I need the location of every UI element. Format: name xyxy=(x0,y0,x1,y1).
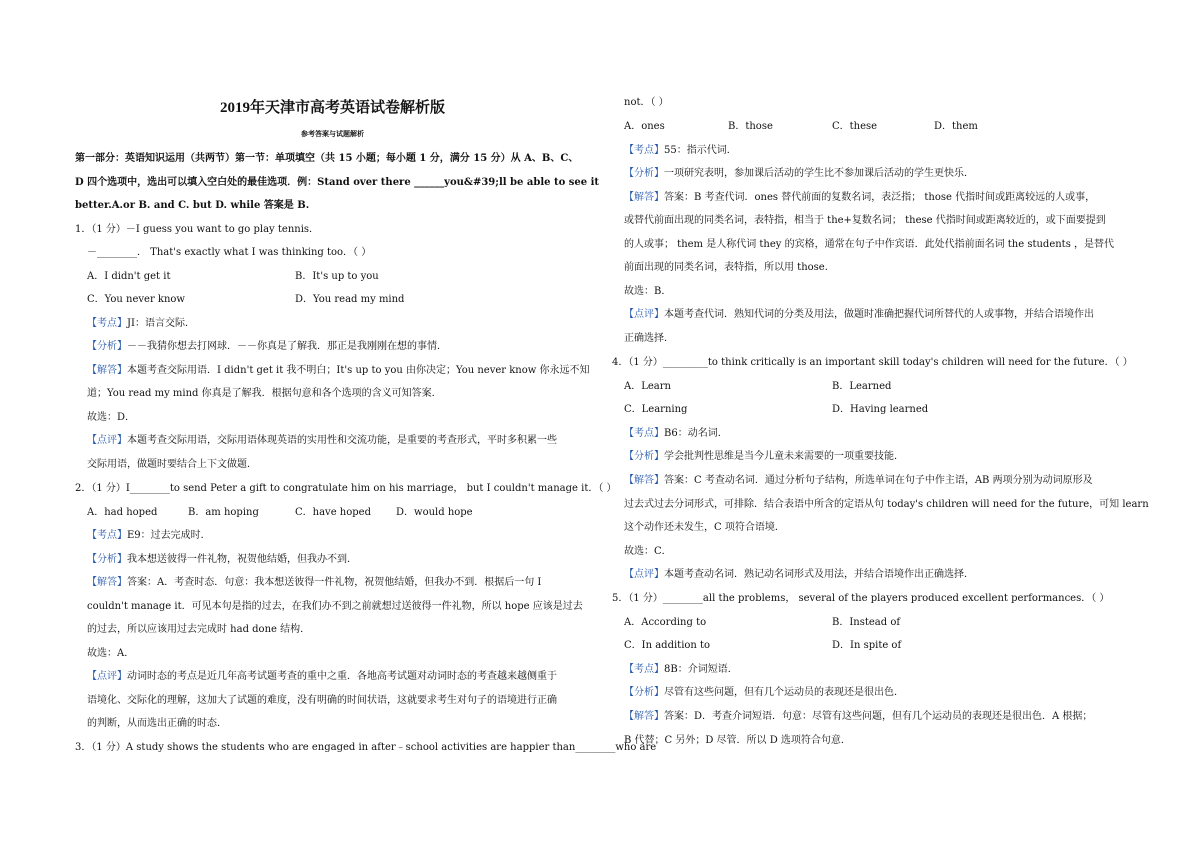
dianping-text: 本题考查代词．熟知代词的分类及用法，做题时准确把握代词所替代的人或事物，并结合语境作出 xyxy=(664,309,1094,320)
option-c: C．these xyxy=(832,121,878,132)
fenxi-line xyxy=(624,167,1130,181)
dianping-text: 动词时态的考点是近几年高考试题考查的重中之重．各地高考试题对动词时态的考查越来越侧重于 xyxy=(127,671,557,682)
option-c: C．have hoped xyxy=(295,507,371,518)
answer-line: 故选：D． xyxy=(87,412,136,423)
kaodian-line xyxy=(87,529,590,543)
jieda-tag: 【解答】 xyxy=(624,192,664,203)
kaodian-text: JI：语言交际． xyxy=(127,318,195,329)
jieda-text: 的过去，所以应该用过去完成时 had done 结构． xyxy=(87,624,311,635)
dianping-tag: 【点评】 xyxy=(87,671,127,682)
option-a: A．Learn xyxy=(624,381,671,392)
jieda-line xyxy=(87,576,590,590)
kaodian-line xyxy=(624,144,1130,158)
kaodian-line xyxy=(87,317,590,331)
dianping-text: 正确选择． xyxy=(624,333,674,344)
jieda-text: 的人或事； them 是人称代词 they 的宾格，通常在句子中作宾语．此处代指前面名词 the students ，是替代 xyxy=(624,239,1115,250)
dianping-line xyxy=(624,568,1130,582)
kaodian-text: 8B：介词短语． xyxy=(664,664,738,675)
option-b: B．Learned xyxy=(832,381,892,392)
kaodian-tag: 【考点】 xyxy=(624,664,664,675)
option-b: B．those xyxy=(728,121,773,132)
jieda-text: 过去式过去分词形式，可排除．结合表语中所含的定语从句 today's children will need for the future，可知 learn xyxy=(624,499,1149,510)
dianping-line xyxy=(87,434,590,448)
jieda-text: B 代替；C 另外；D 尽管．所以 D 选项符合句意． xyxy=(624,735,851,746)
option-d: D．You read my mind xyxy=(295,294,405,305)
document-subtitle: 参考答案与试题解析 xyxy=(301,129,364,138)
jieda-text: 答案：C 考查动名词．通过分析句子结构，所选单词在句子中作主语，AB 两项分别为动词原形及 xyxy=(664,475,1093,486)
question-stem: 3．（1 分）A study shows the students who are engaged in after﹣school activities are happier than________who are xyxy=(75,742,657,753)
option-d: D．In spite of xyxy=(832,640,902,651)
jieda-text: 前面出现的同类名词，表特指，所以用 those. xyxy=(624,262,828,273)
option-a: A．I didn't get it xyxy=(87,271,171,282)
option-b: B．It's up to you xyxy=(295,271,379,282)
kaodian-tag: 【考点】 xyxy=(624,428,664,439)
document-title: 2019年天津市高考英语试卷解析版 xyxy=(219,100,445,116)
option-d: D．Having learned xyxy=(832,404,929,415)
jieda-tag: 【解答】 xyxy=(624,711,664,722)
kaodian-tag: 【考点】 xyxy=(87,530,127,541)
fenxi-line xyxy=(87,340,590,354)
dianping-tag: 【点评】 xyxy=(624,309,664,320)
dianping-text: 交际用语，做题时要结合上下文做题． xyxy=(87,459,257,470)
fenxi-line xyxy=(87,553,590,567)
question-stem: 5．（1 分）________all the problems， several of the players produced excellent performances．（ ） xyxy=(612,593,1110,604)
dianping-tag: 【点评】 xyxy=(624,569,664,580)
dianping-line xyxy=(87,670,590,684)
fenxi-tag: 【分析】 xyxy=(624,687,664,698)
option-c: C．Learning xyxy=(624,404,688,415)
dianping-tag: 【点评】 xyxy=(87,435,127,446)
jieda-text: 或替代前面出现的同类名词，表特指，相当于 the+复数名词； these 代指时间或距离较近的，或下面要提到 xyxy=(624,215,1106,226)
kaodian-tag: 【考点】 xyxy=(87,318,127,329)
intro-line: 第一部分：英语知识运用（共两节）第一节：单项填空（共 15 小题；每小题 1 分，满分 15 分）从 A、B、C、 xyxy=(75,153,579,164)
fenxi-line xyxy=(624,450,1130,464)
jieda-line xyxy=(624,191,1130,205)
dianping-text: 本题考查交际用语，交际用语体现英语的实用性和交流功能，是重要的考查形式，平时多积累一些 xyxy=(127,435,557,446)
jieda-text: 答案：D．考查介词短语．句意：尽管有这些问题，但有几个运动员的表现还是很出色．A 根据； xyxy=(664,711,1093,722)
jieda-tag: 【解答】 xyxy=(87,577,127,588)
fenxi-text: 一项研究表明，参加课后活动的学生比不参加课后活动的学生更快乐． xyxy=(664,168,974,179)
jieda-text: 本题考查交际用语．I didn't get it 我不明白；It's up to you 由你决定；You never know 你永远不知 xyxy=(127,365,590,376)
fenxi-tag: 【分析】 xyxy=(624,451,664,462)
jieda-line xyxy=(87,364,590,378)
option-d: D．them xyxy=(934,121,978,132)
option-c: C．In addition to xyxy=(624,640,711,651)
fenxi-text: 学会批判性思维是当今儿童未来需要的一项重要技能． xyxy=(664,451,904,462)
question-stem: 2．（1 分）I________to send Peter a gift to congratulate him on his marriage， but I couldn't manage it．（ ） xyxy=(75,483,617,494)
intro-line: better.A.or B. and C. but D. while 答案是 B. xyxy=(75,200,310,211)
jieda-line xyxy=(624,474,1130,488)
kaodian-tag: 【考点】 xyxy=(624,145,664,156)
dianping-line xyxy=(624,308,1130,322)
option-b: B．am hoping xyxy=(188,507,259,518)
option-a: A．According to xyxy=(624,617,707,628)
option-a: A．ones xyxy=(624,121,665,132)
fenxi-text: 我本想送彼得一件礼物，祝贺他结婚，但我办不到． xyxy=(127,554,357,565)
jieda-line xyxy=(624,710,1130,724)
kaodian-text: 55：指示代词． xyxy=(664,145,737,156)
jieda-tag: 【解答】 xyxy=(624,475,664,486)
fenxi-tag: 【分析】 xyxy=(87,341,127,352)
dianping-text: 语境化、交际化的理解，这加大了试题的难度，没有明确的时间状语，这就要求考生对句子的语境进行正确 xyxy=(87,695,557,706)
option-d: D．would hope xyxy=(396,507,473,518)
jieda-tag: 【解答】 xyxy=(87,365,127,376)
question-stem: 4．（1 分）_________to think critically is an important skill today's children will need for the future．（ ） xyxy=(612,357,1133,368)
jieda-text: 答案：A．考查时态．句意：我本想送彼得一件礼物，祝贺他结婚，但我办不到．根据后一句 I xyxy=(127,577,542,588)
fenxi-text: 尽管有这些问题，但有几个运动员的表现还是很出色． xyxy=(664,687,904,698)
dianping-text: 本题考查动名词．熟记动名词形式及用法，并结合语境作出正确选择． xyxy=(664,569,974,580)
kaodian-text: B6：动名词． xyxy=(664,428,728,439)
option-b: B．Instead of xyxy=(832,617,901,628)
kaodian-line xyxy=(624,427,1130,441)
fenxi-text: －－我猜你想去打网球．－－你真是了解我．那正是我刚刚在想的事情． xyxy=(127,341,447,352)
answer-line: 故选：A． xyxy=(87,648,135,659)
kaodian-text: E9：过去完成时． xyxy=(127,530,211,541)
answer-line: 故选：B． xyxy=(624,286,672,297)
jieda-text: 这个动作还未发生，C 项符合语境． xyxy=(624,522,785,533)
intro-line: D 四个选项中，选出可以填入空白处的最佳选项．例：Stand over there ______you&#39;ll be able to see it xyxy=(75,177,599,188)
jieda-text: 道；You read my mind 你真是了解我．根据句意和各个选项的含义可知答案． xyxy=(87,388,442,399)
question-stem: 1．（1 分）－I guess you want to go play tennis． xyxy=(75,224,320,235)
jieda-text: couldn't manage it．可见本句是指的过去，在我们办不到之前就想过送彼得一件礼物，所以 hope 应该是过去 xyxy=(87,601,583,612)
fenxi-line xyxy=(624,686,1130,700)
question-stem: －________． That's exactly what I was thinking too．（ ） xyxy=(87,247,372,258)
fenxi-tag: 【分析】 xyxy=(87,554,127,565)
kaodian-line xyxy=(624,663,1130,677)
option-c: C．You never know xyxy=(87,294,185,305)
question-stem: not．（ ） xyxy=(624,97,669,108)
answer-line: 故选：C． xyxy=(624,546,672,557)
jieda-text: 答案：B 考查代词．ones 替代前面的复数名词，表泛指； those 代指时间或距离较远的人或事， xyxy=(664,192,1096,203)
dianping-text: 的判断，从而选出正确的时态． xyxy=(87,718,227,729)
fenxi-tag: 【分析】 xyxy=(624,168,664,179)
option-a: A．had hoped xyxy=(87,507,158,518)
